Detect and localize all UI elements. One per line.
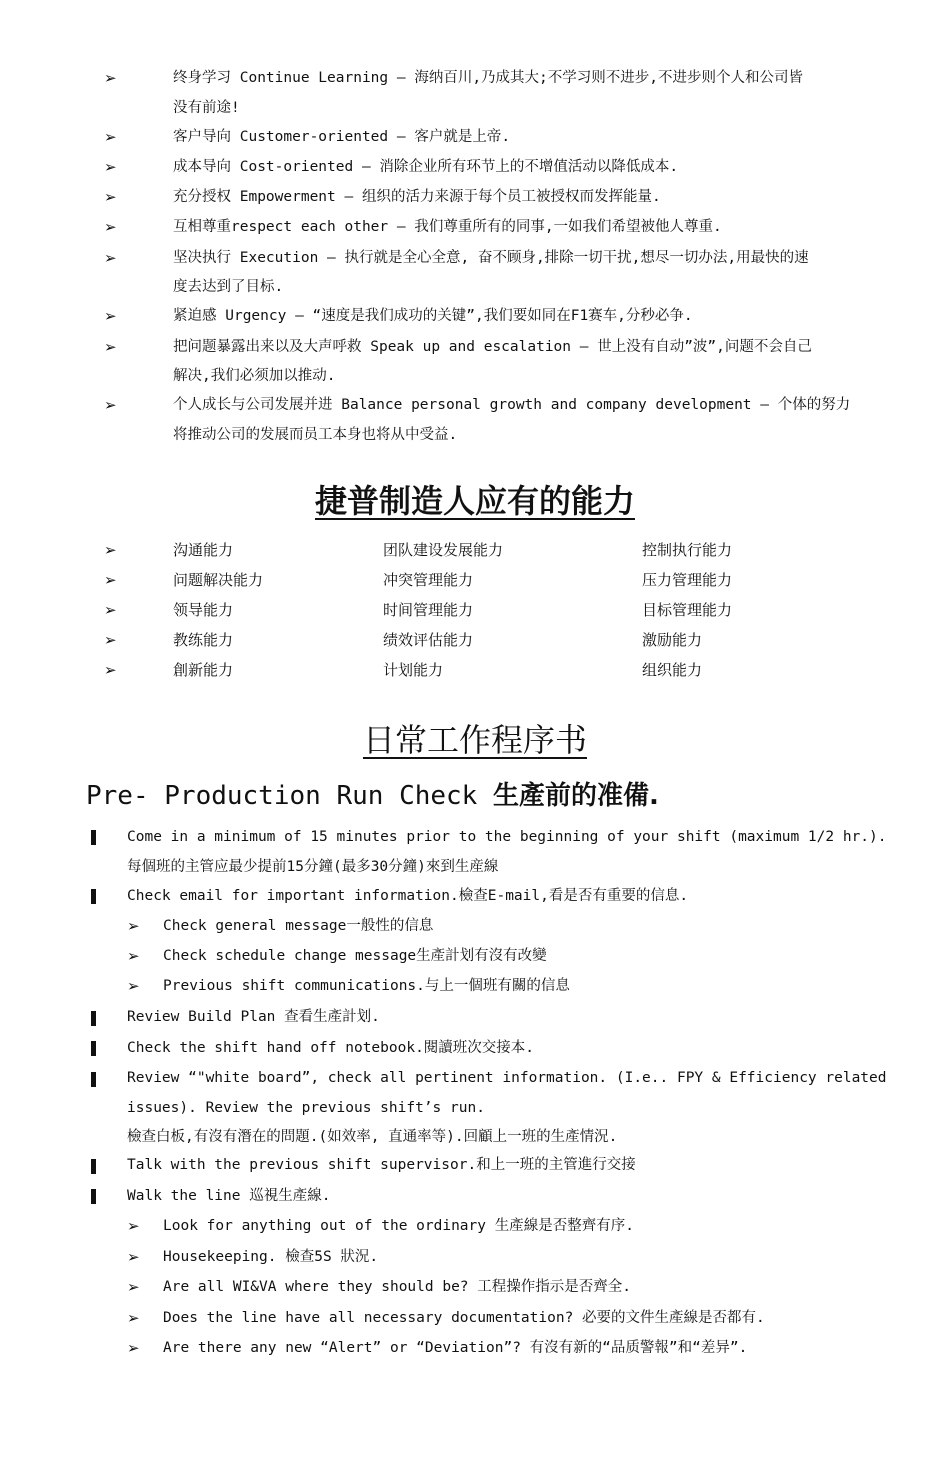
ability-item: 激励能力 [642, 631, 703, 649]
arrow-bullet-icon: ➢ [127, 1217, 140, 1235]
procedure-step: Come in a minimum of 15 minutes prior to the beginning of your shift (maximum 1/2 hr.). [127, 829, 887, 845]
square-bullet-icon [91, 1011, 96, 1026]
list-item-continuation: 将推动公司的发展而员工本身也将从中受益. [173, 427, 458, 443]
arrow-bullet-icon: ➢ [104, 661, 117, 679]
procedure-step: Talk with the previous shift supervisor.和上一班的主管進行交接 [127, 1157, 636, 1173]
arrow-bullet-icon: ➢ [104, 158, 117, 176]
ability-item: 压力管理能力 [642, 571, 733, 589]
ability-item: 沟通能力 [173, 541, 234, 559]
arrow-bullet-icon: ➢ [104, 396, 117, 414]
procedure-step: Review Build Plan 查看生產計划. [127, 1009, 380, 1025]
square-bullet-icon [91, 1159, 96, 1174]
procedure-step: Walk the line 巡視生產線. [127, 1188, 331, 1204]
procedure-step: Check email for important information.檢查E-mail,看是否有重要的信息. [127, 888, 689, 904]
arrow-bullet-icon: ➢ [104, 249, 117, 267]
arrow-bullet-icon: ➢ [104, 218, 117, 236]
procedure-step-continuation: 檢查白板,有沒有潛在的問題.(如效率, 直通率等).回顧上一班的生產情況. [127, 1129, 618, 1145]
list-item: 成本导向 Cost-oriented – 消除企业所有环节上的不增值活动以降低成本. [173, 159, 679, 175]
list-item-continuation: 没有前途! [173, 100, 240, 116]
procedure-substep: Look for anything out of the ordinary 生產線是否整齊有序. [163, 1218, 634, 1234]
procedure-step: Review “"white board”, check all pertinent information. (I.e.. FPY & Efficiency related [127, 1070, 887, 1086]
square-bullet-icon [91, 830, 96, 845]
procedure-substep: Are there any new “Alert” or “Deviation”? 有沒有新的“品质警報”和“差异”. [163, 1340, 748, 1356]
procedure-substep: Check general message一般性的信息 [163, 918, 434, 934]
arrow-bullet-icon: ➢ [127, 1339, 140, 1357]
ability-item: 计划能力 [383, 661, 444, 679]
procedure-step-continuation: 每個班的主管应最少提前15分鐘(最多30分鐘)來到生産線 [127, 859, 499, 875]
arrow-bullet-icon: ➢ [127, 917, 140, 935]
arrow-bullet-icon: ➢ [127, 947, 140, 965]
procedure-step-continuation: issues). Review the previous shift’s run. [127, 1100, 485, 1116]
arrow-bullet-icon: ➢ [104, 601, 117, 619]
list-item: 终身学习 Continue Learning – 海纳百川,乃成其大;不学习则不进步,不进步则个人和公司皆 [173, 70, 804, 86]
ability-item: 时间管理能力 [383, 601, 474, 619]
procedure-heading: 日常工作程序书 [362, 721, 587, 759]
arrow-bullet-icon: ➢ [104, 338, 117, 356]
square-bullet-icon [91, 1072, 96, 1087]
procedure-substep: Housekeeping. 檢查5S 狀況. [163, 1249, 379, 1265]
arrow-bullet-icon: ➢ [127, 1309, 140, 1327]
procedure-substep: Are all WI&VA where they should be? 工程操作指示是否齊全. [163, 1279, 631, 1295]
procedure-substep: Does the line have all necessary documentation? 必要的文件生產線是否都有. [163, 1310, 765, 1326]
ability-item: 控制执行能力 [642, 541, 733, 559]
square-bullet-icon [91, 889, 96, 904]
list-item: 客户导向 Customer-oriented – 客户就是上帝. [173, 129, 511, 145]
procedure-substep: Previous shift communications.与上一個班有關的信息 [163, 978, 570, 994]
list-item: 坚决执行 Execution – 执行就是全心全意, 奋不顾身,排除一切干扰,想尽一切办法,用最快的速 [173, 250, 809, 266]
arrow-bullet-icon: ➢ [127, 1278, 140, 1296]
arrow-bullet-icon: ➢ [127, 1248, 140, 1266]
arrow-bullet-icon: ➢ [104, 631, 117, 649]
ability-item: 冲突管理能力 [383, 571, 474, 589]
ability-item: 领导能力 [173, 601, 234, 619]
square-bullet-icon [91, 1189, 96, 1204]
ability-item: 组织能力 [642, 661, 703, 679]
abilities-heading: 捷普制造人应有的能力 [314, 482, 635, 520]
section-heading-en: Pre- Production Run Check [86, 781, 493, 811]
list-item: 个人成长与公司发展并进 Balance personal growth and company development – 个体的努力 [173, 397, 851, 413]
arrow-bullet-icon: ➢ [104, 128, 117, 146]
arrow-bullet-icon: ➢ [127, 977, 140, 995]
ability-item: 问题解决能力 [173, 571, 264, 589]
procedure-step: Check the shift hand off notebook.閱讀班次交接本. [127, 1040, 535, 1056]
ability-item: 創新能力 [173, 661, 234, 679]
procedure-substep: Check schedule change message生產計划有沒有改變 [163, 948, 547, 964]
list-item: 充分授权 Empowerment – 组织的活力来源于每个员工被授权而发挥能量. [173, 189, 661, 205]
section-heading-zh: 生產前的准備. [493, 781, 659, 811]
arrow-bullet-icon: ➢ [104, 571, 117, 589]
arrow-bullet-icon: ➢ [104, 307, 117, 325]
ability-item: 团队建设发展能力 [383, 541, 504, 559]
list-item: 把问题暴露出来以及大声呼救 Speak up and escalation – 世上没有自动”波”,问题不会自己 [173, 339, 812, 355]
arrow-bullet-icon: ➢ [104, 69, 117, 87]
arrow-bullet-icon: ➢ [104, 541, 117, 559]
section-heading [86, 779, 659, 813]
ability-item: 教练能力 [173, 631, 234, 649]
arrow-bullet-icon: ➢ [104, 188, 117, 206]
list-item-continuation: 度去达到了目标. [173, 279, 284, 295]
ability-item: 目标管理能力 [642, 601, 733, 619]
list-item: 紧迫感 Urgency – “速度是我们成功的关键”,我们要如同在F1赛车,分秒必争. [173, 308, 693, 324]
list-item: 互相尊重respect each other – 我们尊重所有的同事,一如我们希望被他人尊重. [173, 219, 722, 235]
ability-item: 绩效评估能力 [383, 631, 474, 649]
list-item-continuation: 解决,我们必须加以推动. [173, 368, 336, 384]
square-bullet-icon [91, 1041, 96, 1056]
